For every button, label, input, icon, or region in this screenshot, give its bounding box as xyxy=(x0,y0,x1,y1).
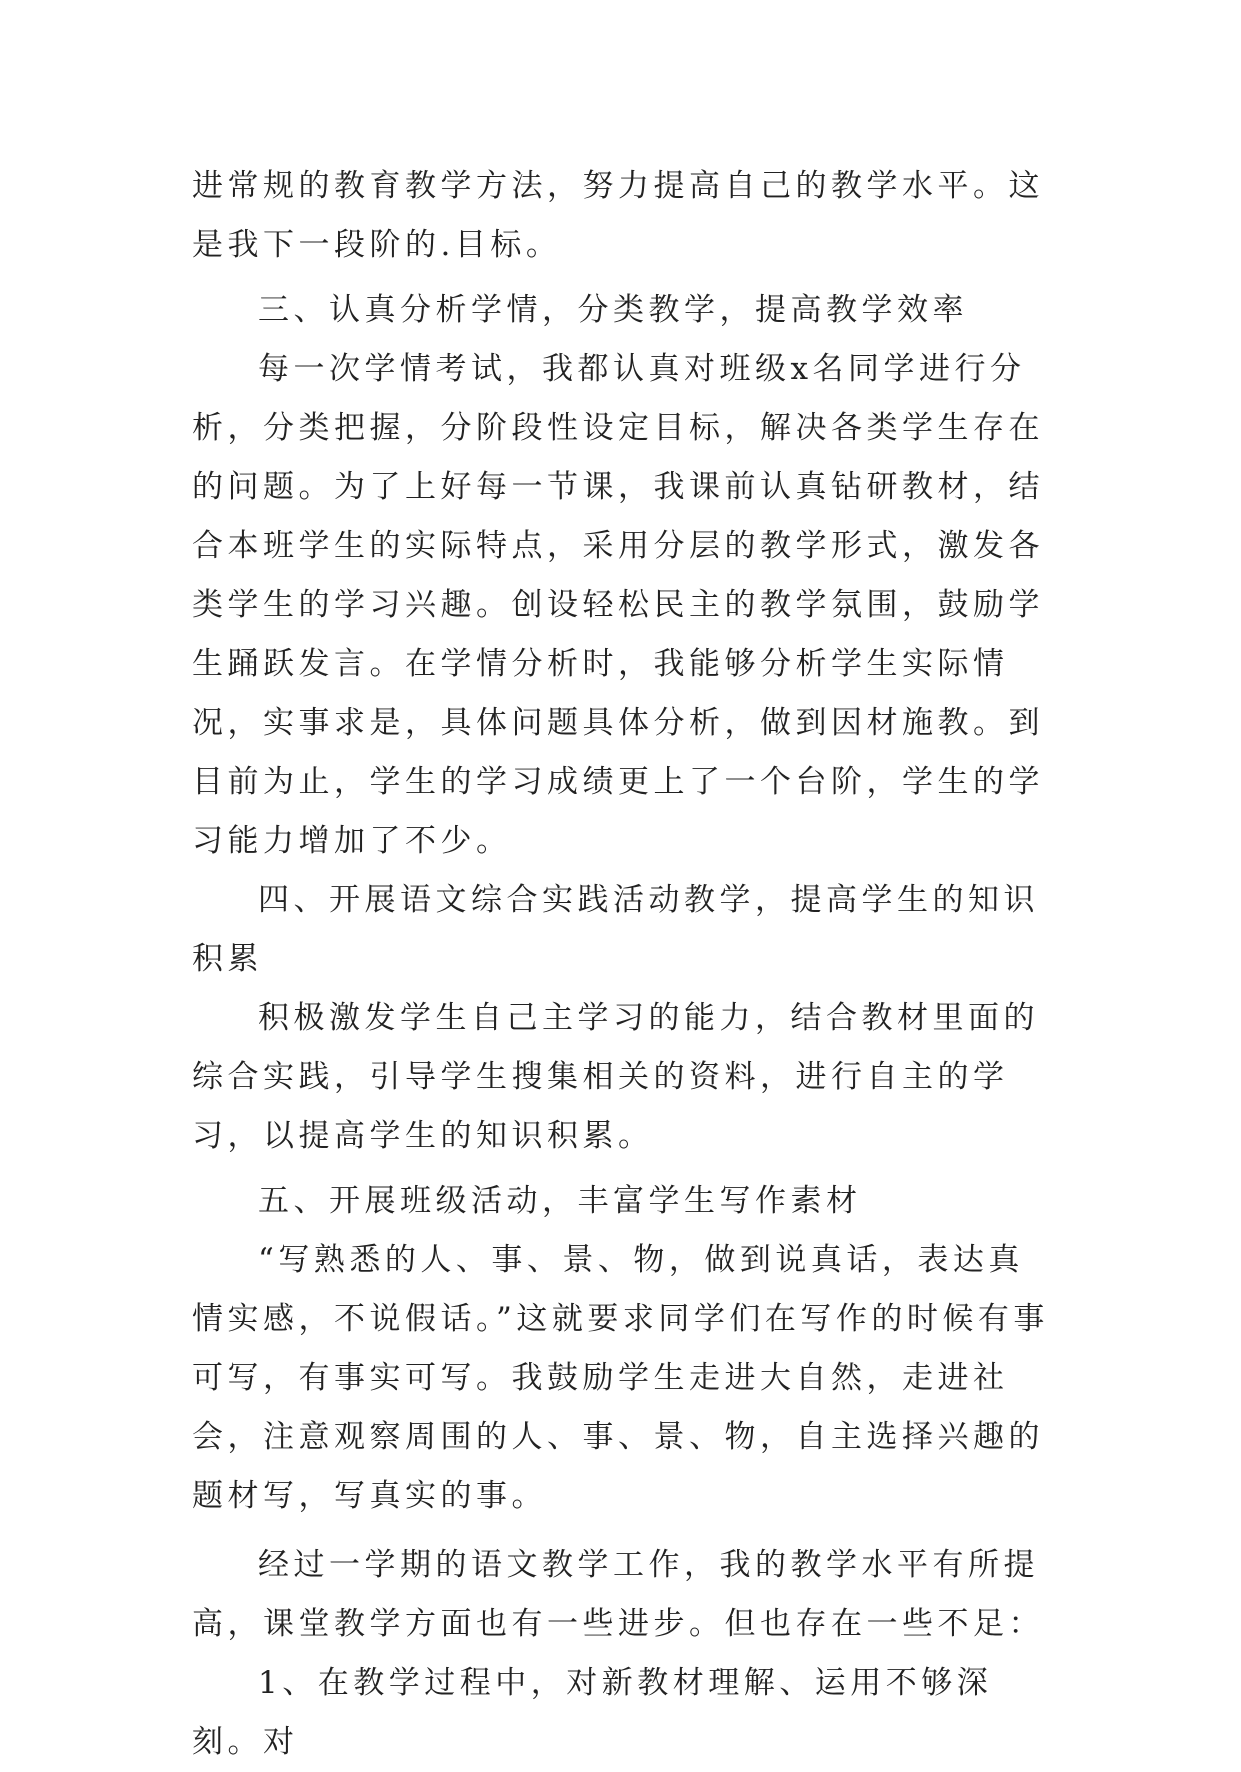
section-heading-4: 四、开展语文综合实践活动教学，提高学生的知识积累 xyxy=(192,882,1039,977)
section-heading-3: 三、认真分析学情，分类教学，提高教学效率 xyxy=(258,292,968,328)
paragraph-section-5: “写熟悉的人、事、景、物，做到说真话，表达真情实感，不说假话。”这就要求同学们在写作的时候有事可写，有事实可写。我鼓励学生走进大自然，走进社会，注意观察周围的人、事、景、物，自主选择兴趣的题材写，写真实的事。 xyxy=(192,1242,1049,1514)
paragraph-summary: 经过一学期的语文教学工作，我的教学水平有所提高，课堂教学方面也有一些进步。但也存在一些不足： xyxy=(192,1547,1044,1642)
section-heading-5: 五、开展班级活动，丰富学生写作素材 xyxy=(258,1183,862,1219)
paragraph-section-3: 每一次学情考试，我都认真对班级x名同学进行分析，分类把握，分阶段性设定目标，解决各类学生存在的问题。为了上好每一节课，我课前认真钻研教材，结合本班学生的实际特点，采用分层的教学形式，激发各类学生的学习兴趣。创设轻松民主的教学氛围，鼓励学生踊跃发言。在学情分析时，我能够分析学生实际情况，实事求是，具体问题具体分析，做到因材施教。到目前为止，学生的学习成绩更上了一个台阶，学生的学习能力增加了不少。 xyxy=(192,351,1044,859)
paragraph-section-4: 积极激发学生自己主学习的能力，结合教材里面的综合实践，引导学生搜集相关的资料，进行自主的学习，以提高学生的知识积累。 xyxy=(192,1000,1039,1154)
paragraph-shortcoming-1: 1、在教学过程中，对新教材理解、运用不够深刻。对 xyxy=(192,1665,993,1760)
document-body xyxy=(192,157,1052,1772)
paragraph-continued: 进常规的教育教学方法，努力提高自己的教学水平。这是我下一段阶的.目标。 xyxy=(192,168,1044,263)
